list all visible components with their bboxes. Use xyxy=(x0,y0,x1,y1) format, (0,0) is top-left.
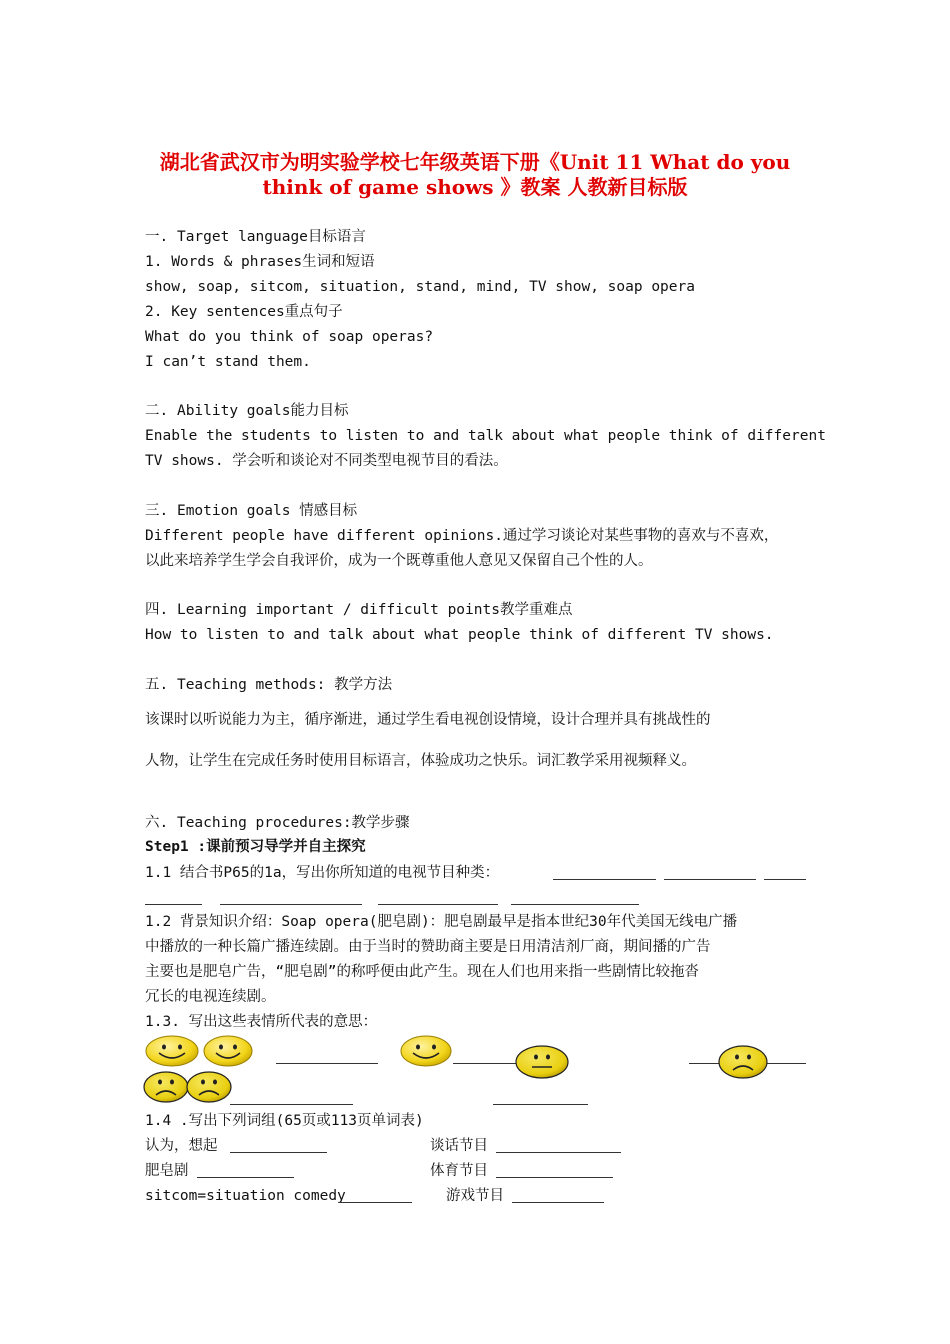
answer-blank[interactable] xyxy=(378,904,498,905)
words-phrases-heading: 1. Words & phrases生词和短语 xyxy=(145,254,375,270)
document-title-line-2: think of game shows 》教案 人教新目标版 xyxy=(262,175,688,199)
key-sentences-heading: 2. Key sentences重点句子 xyxy=(145,304,343,320)
words-list: show, soap, sitcom, situation, stand, mind, TV show, soap opera xyxy=(145,279,695,295)
answer-blank[interactable] xyxy=(230,1104,353,1105)
item-1-2-line-2: 中播放的一种长篇广播连续剧。由于当时的赞助商主要是日用清洁剂厂商，期间播的广告 xyxy=(145,939,711,955)
document-title-line-1: 湖北省武汉市为明实验学校七年级英语下册《Unit 11 What do you xyxy=(159,150,791,174)
answer-blank[interactable] xyxy=(453,1063,517,1064)
vocab-right-3: 游戏节目 xyxy=(446,1188,504,1204)
item-1-2-line-4: 冗长的电视连续剧。 xyxy=(145,989,276,1005)
smiley-face-icon xyxy=(203,1035,253,1067)
teaching-methods-line-1: 该课时以听说能力为主，循序渐进，通过学生看电视创设情境，设计合理并具有挑战性的 xyxy=(145,712,711,728)
vocab-left-3: sitcom=situation comedy xyxy=(145,1188,346,1204)
important-points-line-1: How to listen to and talk about what people think of different TV shows. xyxy=(145,627,774,643)
answer-blank[interactable] xyxy=(511,904,639,905)
vocab-right-2: 体育节目 xyxy=(430,1163,488,1179)
answer-blank[interactable] xyxy=(553,879,656,880)
item-1-3: 1.3. 写出这些表情所代表的意思： xyxy=(145,1014,378,1030)
step-1-heading: Step1 :课前预习导学并自主探究 xyxy=(145,839,366,855)
sad-face-icon xyxy=(186,1071,232,1103)
section-1-heading: 一. Target language目标语言 xyxy=(145,229,366,245)
answer-blank[interactable] xyxy=(197,1177,294,1178)
emotion-goals-line-1: Different people have different opinions.通过学习谈论对某些事物的喜欢与不喜欢， xyxy=(145,528,779,544)
neutral-face-icon xyxy=(515,1045,569,1079)
answer-blank[interactable] xyxy=(496,1152,621,1153)
answer-blank[interactable] xyxy=(220,904,362,905)
answer-blank[interactable] xyxy=(512,1202,604,1203)
answer-blank[interactable] xyxy=(664,879,756,880)
teaching-methods-line-2: 人物，让学生在完成任务时使用目标语言，体验成功之快乐。词汇教学采用视频释义。 xyxy=(145,753,696,769)
item-1-2-line-1: 1.2 背景知识介绍：Soap opera(肥皂剧)：肥皂剧最早是指本世纪30年代美国无线电广播 xyxy=(145,914,738,930)
vocab-left-1: 认为，想起 xyxy=(145,1138,218,1154)
ability-goals-line-1: Enable the students to listen to and talk about what people think of different xyxy=(145,428,826,444)
answer-blank[interactable] xyxy=(496,1177,613,1178)
smiley-face-icon xyxy=(400,1035,452,1067)
sad-face-icon xyxy=(718,1045,768,1079)
answer-blank[interactable] xyxy=(276,1063,378,1064)
key-sentence-2: I can’t stand them. xyxy=(145,354,311,370)
answer-blank[interactable] xyxy=(764,879,806,880)
answer-blank[interactable] xyxy=(145,904,202,905)
emotion-goals-line-2: 以此来培养学生学会自我评价，成为一个既尊重他人意见又保留自己个性的人。 xyxy=(145,553,653,569)
section-2-heading: 二. Ability goals能力目标 xyxy=(145,403,349,419)
section-3-heading: 三. Emotion goals 情感目标 xyxy=(145,503,358,519)
sad-face-icon xyxy=(143,1071,189,1103)
section-6-heading: 六. Teaching procedures:教学步骤 xyxy=(145,815,410,831)
section-4-heading: 四. Learning important / difficult points教学重难点 xyxy=(145,602,573,618)
item-1-1: 1.1 结合书P65的1a，写出你所知道的电视节目种类： xyxy=(145,865,500,881)
answer-blank[interactable] xyxy=(230,1152,327,1153)
ability-goals-line-2: TV shows. 学会听和谈论对不同类型电视节目的看法。 xyxy=(145,453,508,469)
section-5-heading: 五. Teaching methods: 教学方法 xyxy=(145,677,393,693)
answer-blank[interactable] xyxy=(339,1202,412,1203)
vocab-right-1: 谈话节目 xyxy=(430,1138,488,1154)
smiley-face-icon xyxy=(145,1035,199,1067)
answer-blank[interactable] xyxy=(493,1104,588,1105)
key-sentence-1: What do you think of soap operas? xyxy=(145,329,434,345)
item-1-2-line-3: 主要也是肥皂广告，“肥皂剧”的称呼便由此产生。现在人们也用来指一些剧情比较拖沓 xyxy=(145,964,699,980)
vocab-left-2: 肥皂剧 xyxy=(145,1163,189,1179)
item-1-4: 1.4 .写出下列词组(65页或113页单词表) xyxy=(145,1113,424,1129)
